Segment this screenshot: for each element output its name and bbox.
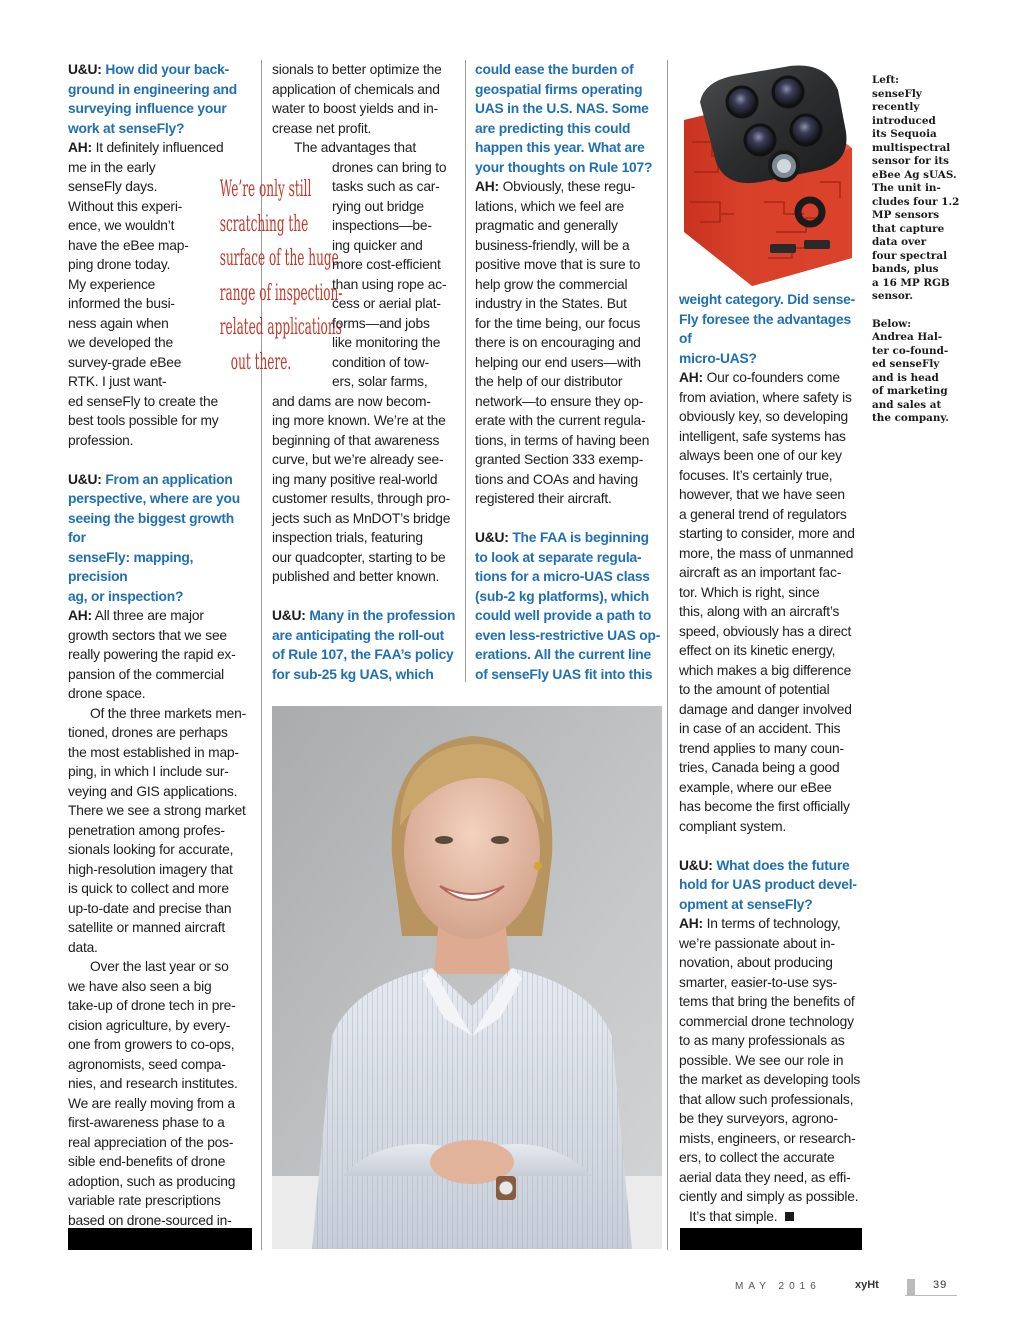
pull-quote-line: related applications: [219, 315, 342, 341]
answer-line: have the eBee map-: [68, 237, 189, 253]
text-line: There we see a strong market: [68, 803, 246, 818]
answer-line: smarter, easier-to-use sys-: [679, 974, 837, 990]
ah-label: AH:: [475, 179, 499, 194]
sequoia-sensor-image: [680, 62, 856, 288]
answer-line: tor. Which is right, since: [679, 584, 820, 600]
text-line: we have also seen a big: [68, 978, 212, 994]
answer-line: trend applies to many coun-: [679, 740, 844, 756]
uu-label: U&U:: [68, 471, 102, 487]
caption-line: multispectral: [872, 141, 951, 154]
question-text: geospatial firms operating: [475, 81, 643, 97]
answer-line: speed, obviously has a direct: [679, 623, 852, 639]
answer-line: growth sectors that we see: [68, 627, 227, 643]
question-text: even less-restrictive UAS op-: [475, 627, 661, 643]
column-4: [679, 290, 865, 1226]
ah-label: AH:: [68, 140, 92, 155]
question-text: tions for a micro-UAS class: [475, 569, 650, 584]
black-bar-right: [680, 1228, 862, 1250]
answer-4: [679, 368, 865, 836]
text-line: is quick to collect and more: [68, 881, 229, 896]
question-1: [68, 60, 254, 138]
paragraph-4: [68, 957, 254, 1250]
answer-line: which makes a big difference: [679, 662, 852, 678]
text-line: tioned, drones are perhaps: [68, 725, 228, 740]
answer-line: ping drone today.: [68, 257, 171, 272]
answer-line: aerial data they need, as effi-: [679, 1169, 851, 1185]
answer-line: has become the first officially: [679, 799, 850, 814]
question-text: could ease the burden of: [475, 62, 634, 77]
pull-quote-line: We’re only still: [219, 177, 312, 202]
question-text: of Rule 107, the FAA’s policy: [272, 647, 454, 662]
text-line: penetration among profes-: [68, 822, 225, 838]
text-line: rying out bridge: [332, 198, 424, 214]
text-line: We are really moving from a: [68, 1095, 235, 1111]
answer-line: It definitely influenced: [95, 140, 224, 155]
paragraph-6-wide: [272, 392, 458, 587]
caption-line: eBee Ag sUAS.: [872, 168, 957, 181]
footer-line: [905, 1295, 957, 1296]
caption-below: [872, 318, 964, 426]
question-text: hold for UAS product devel-: [679, 877, 857, 892]
paragraph-5: [272, 60, 458, 158]
answer-line: however, that we have seen: [679, 487, 845, 502]
question-text: UAS in the U.S. NAS. Some: [475, 101, 649, 116]
answer-line: lations, which we feel are: [475, 198, 624, 214]
caption-line: a 16 MP RGB: [872, 276, 950, 289]
caption-line: introduced: [872, 114, 936, 127]
photo-caption: [872, 74, 964, 426]
answer-line: we’re passionate about in-: [679, 935, 835, 951]
caption-line: and is head: [872, 371, 939, 384]
answer-line: tions and COAs and having: [475, 471, 638, 487]
black-bar-left: [68, 1228, 252, 1250]
answer-line: help grow the commercial: [475, 276, 628, 292]
answer-line: registered their aircraft.: [475, 491, 612, 506]
text-line: tasks such as car-: [332, 179, 440, 194]
answer-line: starting to consider, more and: [679, 526, 855, 541]
answer-line: there is on encouraging and: [475, 335, 641, 350]
answer-line: for the time being, our focus: [475, 315, 641, 331]
portrait-photo: [272, 706, 662, 1249]
text-line: sionals to better optimize the: [272, 62, 442, 77]
answer-line: industry in the States. But: [475, 296, 627, 311]
question-text: could well provide a path to: [475, 608, 652, 623]
end-mark: [785, 1212, 794, 1221]
question-text: to look at separate regula-: [475, 549, 642, 565]
answer-line: Obviously, these regu-: [502, 179, 636, 194]
text-line: ping, in which I include sur-: [68, 764, 229, 779]
answer-line: network—to ensure they op-: [475, 393, 644, 409]
answer-2: [68, 606, 254, 704]
caption-line: four spectral: [872, 249, 948, 262]
question-2: [68, 470, 254, 607]
answer-line: focuses. It’s certainly true,: [679, 467, 833, 483]
caption-line: cludes four 1.2: [872, 195, 960, 208]
text-line: crease net profit.: [272, 120, 372, 136]
answer-line: more, the mass of unmanned: [679, 545, 854, 561]
caption-left: [872, 74, 964, 304]
text-line: take-up of drone tech in pre-: [68, 998, 236, 1013]
answer-line: helping our end users—with: [475, 354, 641, 370]
question-text: are predicting this could: [475, 120, 631, 136]
question-text: work at senseFly?: [68, 120, 185, 136]
text-line: Of the three markets men-: [90, 705, 247, 721]
text-line: our quadcopter, starting to be: [272, 549, 446, 565]
answer-line: positive move that is sure to: [475, 257, 641, 272]
text-line: first-awareness phase to a: [68, 1115, 225, 1130]
text-line: data.: [68, 939, 98, 955]
answer-line: in case of an accident. This: [679, 721, 841, 736]
answer-3: [475, 177, 661, 509]
question-text: are anticipating the roll-out: [272, 627, 445, 643]
answer-line: All three are major: [94, 608, 204, 623]
uu-label: U&U:: [68, 62, 102, 77]
question-text: From an application: [105, 471, 233, 487]
question-text: Fly foresee the advantages of: [679, 311, 851, 346]
caption-line: bands, plus: [872, 263, 939, 275]
question-text: The FAA is beginning: [512, 530, 649, 545]
text-line: drones can bring to: [332, 159, 447, 175]
answer-line: pragmatic and generally: [475, 218, 618, 233]
answer-line: always been one of our key: [679, 448, 842, 463]
answer-line: a general trend of regulators: [679, 506, 847, 522]
text-line: high-resolution imagery that: [68, 861, 233, 877]
caption-line: ed senseFly: [872, 358, 940, 370]
text-line: sionals looking for accurate,: [68, 842, 234, 857]
text-line: real appreciation of the pos-: [68, 1134, 234, 1150]
text-line: jects such as MnDOT’s bridge: [272, 510, 451, 526]
footer-divider: [907, 1279, 915, 1295]
pull-quote-line: out there.: [230, 349, 292, 375]
text-line: ing more known. We’re at the: [272, 413, 446, 428]
text-line: like monitoring the: [332, 335, 441, 350]
answer-line: damage and danger involved: [679, 701, 852, 717]
text-line: based on drone-sourced in-: [68, 1212, 232, 1228]
magazine-name: xyHt: [855, 1279, 879, 1291]
question-text: ag, or inspection?: [68, 588, 184, 604]
paragraph-3: [68, 704, 254, 958]
caption-line: its Sequoia: [872, 128, 937, 140]
uu-label: U&U:: [475, 530, 509, 545]
question-3-start: [272, 606, 458, 684]
column-2: [272, 60, 458, 684]
text-line: cision agriculture, by every-: [68, 1017, 231, 1033]
question-text: surveying influence your: [68, 101, 227, 116]
answer-line: that allow such professionals,: [679, 1091, 854, 1107]
text-line: the most established in map-: [68, 744, 239, 760]
text-line: ing many positive real-world: [272, 471, 438, 487]
answer-line: survey-grade eBee: [68, 354, 182, 370]
answer-line: compliant system.: [679, 818, 787, 834]
question-5: [679, 856, 865, 915]
text-line: inspection trials, featuring: [272, 530, 423, 545]
answer-line: erate with the current regula-: [475, 413, 646, 428]
answer-line: RTK. I just want-: [68, 374, 167, 389]
text-line: nies, and research institutes.: [68, 1076, 238, 1091]
question-text: How did your back-: [105, 62, 229, 77]
answer-line: tries, Canada being a good: [679, 760, 840, 775]
ah-label: AH:: [679, 370, 703, 385]
question-text: of senseFly UAS fit into this: [475, 666, 653, 682]
caption-line: sensor.: [872, 290, 913, 302]
answer-line: intelligent, safe systems has: [679, 428, 846, 444]
answer-line: be they surveyors, agrono-: [679, 1111, 838, 1126]
question-text: for sub-25 kg UAS, which: [272, 666, 434, 682]
text-line: and dams are now becom-: [272, 393, 431, 409]
text-line: condition of tow-: [332, 354, 430, 370]
answer-line: best tools possible for my: [68, 413, 219, 428]
text-line: forms—and jobs: [332, 315, 430, 331]
ah-label: AH:: [679, 916, 703, 931]
answer-line: Our co-founders come: [706, 370, 840, 385]
question-text: perspective, where are you: [68, 491, 240, 506]
text-line: ers, solar farms,: [332, 374, 428, 389]
question-text: weight category. Did sense-: [679, 292, 856, 307]
pull-quote-line: range of inspection-: [219, 280, 343, 306]
page-number: 39: [933, 1279, 948, 1291]
answer-line: business-friendly, will be a: [475, 237, 630, 253]
text-line: cess or aerial plat-: [332, 296, 441, 311]
closing-line: It’s that simple.: [689, 1208, 778, 1224]
caption-line: data over: [872, 236, 927, 248]
text-line: beginning of that awareness: [272, 432, 440, 448]
issue-date: MAY 2016: [735, 1281, 821, 1292]
answer-line: the market as developing tools: [679, 1072, 861, 1087]
answer-line: drone space.: [68, 686, 146, 701]
text-line: adoption, such as producing: [68, 1173, 236, 1189]
text-line: water to boost yields and in-: [272, 101, 438, 116]
caption-line: of marketing: [872, 385, 948, 397]
text-line: sible end-benefits of drone: [68, 1154, 226, 1169]
question-text: happen this year. What are: [475, 140, 645, 155]
answer-line: to the amount of potential: [679, 682, 830, 697]
answer-line: possible. We see our role in: [679, 1052, 844, 1068]
answer-line: really powering the rapid ex-: [68, 647, 236, 662]
text-line: ing quicker and: [332, 237, 423, 253]
text-line: satellite or manned aircraft: [68, 920, 225, 935]
question-text: micro-UAS?: [679, 350, 757, 366]
question-text: (sub-2 kg platforms), which: [475, 588, 649, 604]
page-footer: [735, 1279, 965, 1299]
text-line: The advantages that: [294, 140, 416, 155]
answer-line: example, where our eBee: [679, 779, 832, 795]
caption-line: Andrea Hal-: [872, 331, 943, 343]
answer-line: to as many professionals as: [679, 1033, 845, 1048]
text-line: published and better known.: [272, 569, 440, 584]
question-4-end: [679, 290, 865, 368]
question-text: erations. All the current line: [475, 647, 651, 662]
text-line: more cost-efficient: [332, 257, 441, 272]
answer-line: obviously key, so developing: [679, 409, 849, 424]
text-line: application of chemicals and: [272, 81, 440, 97]
paragraph-6-narrow: [272, 158, 458, 392]
question-3-end: [475, 60, 661, 177]
answer-5: [679, 914, 865, 1226]
answer-line: ciently and simply as possible.: [679, 1189, 859, 1204]
caption-line: ter co-found-: [872, 344, 949, 357]
ah-label: AH:: [68, 608, 92, 623]
caption-line: Left:: [872, 74, 900, 86]
question-4-start: [475, 528, 661, 684]
uu-label: U&U:: [272, 608, 306, 623]
question-text: opment at senseFly?: [679, 896, 813, 912]
answer-line: pansion of the commercial: [68, 666, 225, 682]
answer-line: Without this experi-: [68, 198, 183, 214]
pull-quote-line: scratching the: [219, 211, 309, 237]
column-3: [475, 60, 661, 684]
text-line: curve, but we’re already see-: [272, 452, 444, 467]
answer-line: informed the busi-: [68, 296, 175, 311]
text-line: veying and GIS applications.: [68, 783, 238, 799]
answer-line: ence, we wouldn’t: [68, 218, 175, 233]
question-text: seeing the biggest growth for: [68, 510, 234, 545]
text-line: agronomists, seed compa-: [68, 1056, 226, 1072]
answer-line: senseFly days.: [68, 179, 158, 194]
caption-line: senseFly: [872, 87, 922, 100]
answer-line: granted Section 333 exemp-: [475, 452, 644, 467]
answer-line: My experience: [68, 276, 156, 292]
answer-line: novation, about producing: [679, 955, 833, 970]
answer-line: ed senseFly to create the: [68, 393, 218, 409]
text-line: than using rope ac-: [332, 276, 447, 292]
answer-line: mists, engineers, or research-: [679, 1130, 856, 1146]
answer-line: this, along with an aircraft’s: [679, 604, 840, 619]
text-line: Over the last year or so: [90, 959, 229, 974]
answer-line: tems that bring the benefits of: [679, 994, 855, 1009]
uu-label: U&U:: [679, 857, 713, 873]
text-line: inspections—be-: [332, 218, 432, 233]
text-line: up-to-date and precise than: [68, 900, 232, 916]
caption-line: recently: [872, 101, 920, 113]
caption-line: sensor for its: [872, 155, 949, 167]
answer-line: In terms of technology,: [706, 916, 841, 931]
question-text: ground in engineering and: [68, 81, 237, 97]
answer-line: we developed the: [68, 335, 173, 350]
answer-line: the help of our distributor: [475, 374, 623, 389]
answer-line: tions, in terms of having been: [475, 432, 650, 448]
answer-line: ness again when: [68, 315, 169, 331]
pull-quote-line: surface of the huge: [219, 246, 339, 272]
answer-line: commercial drone technology: [679, 1013, 854, 1029]
caption-line: MP sensors: [872, 209, 940, 221]
question-text: your thoughts on Rule 107?: [475, 159, 653, 175]
caption-line: The unit in-: [872, 182, 941, 194]
answer-line: profession.: [68, 432, 134, 448]
caption-line: the company.: [872, 412, 949, 424]
question-text: What does the future: [716, 857, 850, 873]
text-line: one from growers to co-ops,: [68, 1037, 235, 1052]
caption-line: Below:: [872, 317, 912, 330]
caption-line: that capture: [872, 222, 945, 235]
answer-line: me in the early: [68, 159, 156, 175]
column-rule-3: [667, 60, 668, 1250]
answer-line: effect on its kinetic energy,: [679, 643, 836, 658]
caption-line: and sales at: [872, 398, 942, 411]
question-text: senseFly: mapping, precision: [68, 549, 194, 584]
answer-line: aircraft as an important fac-: [679, 565, 842, 580]
text-line: customer results, through pro-: [272, 491, 451, 506]
text-line: variable rate prescriptions: [68, 1193, 221, 1208]
question-text: Many in the profession: [309, 608, 456, 623]
answer-line: ers, to collect the accurate: [679, 1150, 835, 1165]
column-rule-2: [465, 60, 466, 682]
answer-line: from aviation, where safety is: [679, 389, 852, 405]
